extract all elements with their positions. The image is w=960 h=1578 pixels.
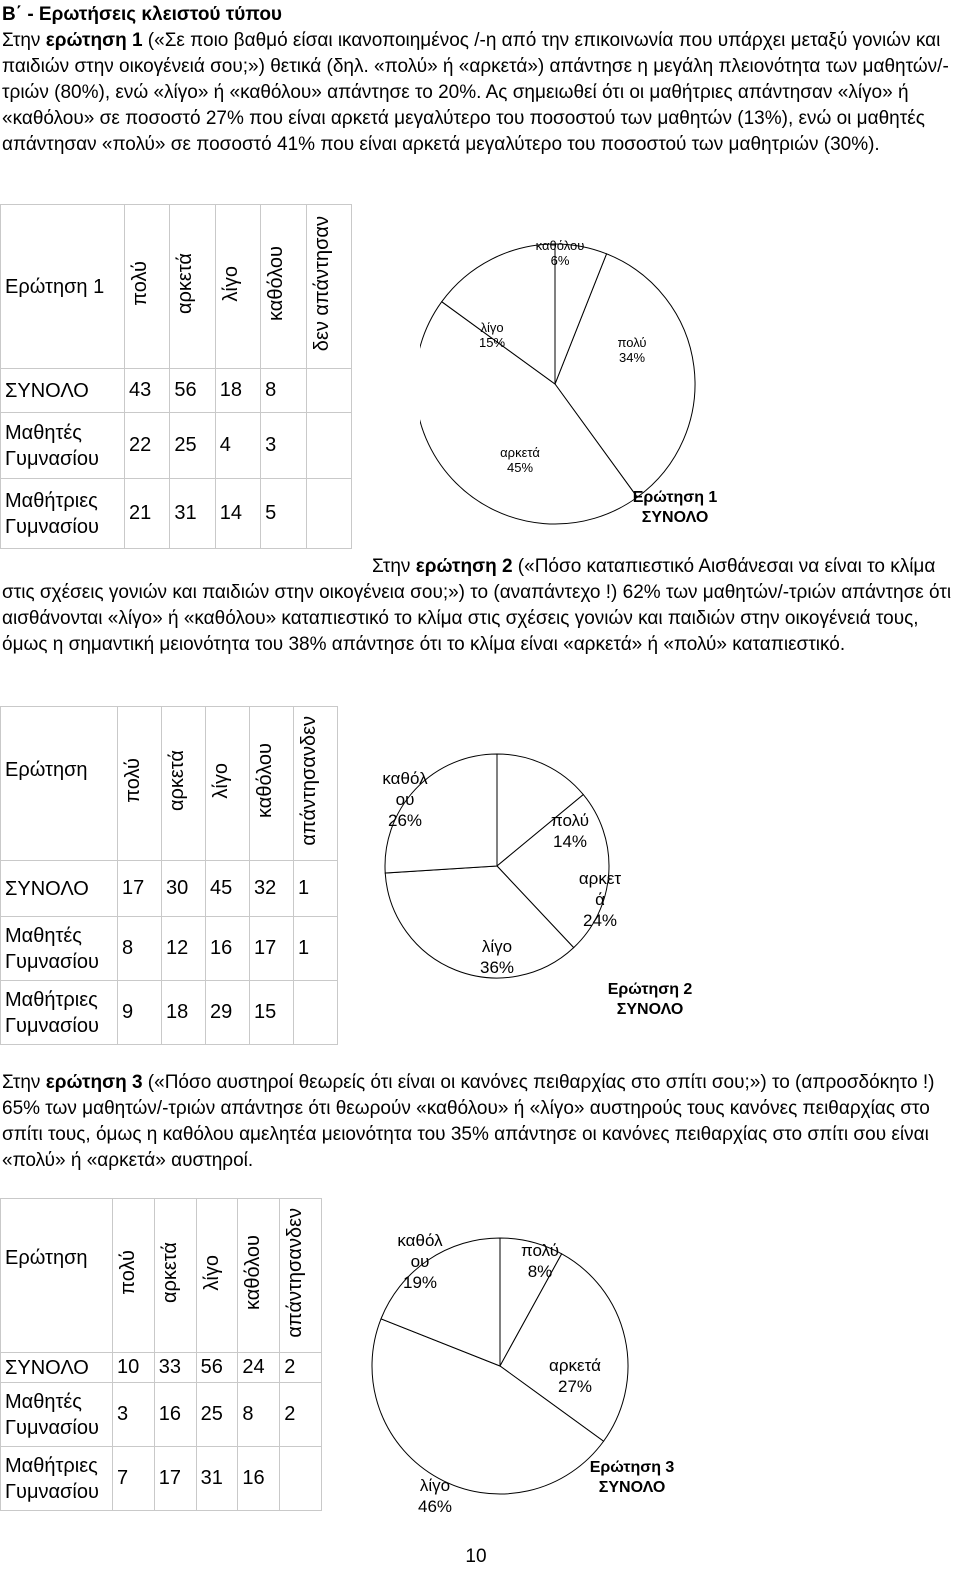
paragraph-3: Στην ερώτηση 3 («Πόσο αυστηροί θεωρείς ότι είναι οι κανόνες πειθαρχίας στο σπίτι σου;») το (απροσδόκητο !) 65% των μαθητών/-τριών απάντησε ότι θεωρούν «καθόλου» ή «λίγο» αυστηρούς τους κανόνες πειθαρχίας στο σπίτι τους, όμως η καθόλου αμελητέα μειονότητα του 35% απάντησε οι κανόνες πειθαρχίας στο σπίτι σου είναι «πολύ» ή «αρκετά» αυστηροί. [2,1072,935,1171]
col-header: καθόλου [250,707,294,861]
question-ref: ερώτηση 1 [45,30,143,51]
col-header: καθόλου [261,205,306,369]
slice-label: καθόλ ου 19% [397,1231,443,1292]
col-header: πολύ [113,1199,155,1353]
col-header: λίγο [215,205,260,369]
table-row: Μαθήτριες Γυμνασίου 21 31 14 5 [1,479,352,549]
table-question-1 [0,204,352,549]
table-row: ΣΥΝΟΛΟ 17 30 45 32 1 [1,861,338,917]
table-row: ΣΥΝΟΛΟ 10 33 56 24 2 [1,1353,322,1383]
table-question-3 [0,1198,322,1511]
slice-label: λίγο 46% [417,1476,453,1516]
slice-label: λίγο 36% [479,937,515,977]
pie-chart-question-3 [360,1216,720,1526]
slice-label: πολύ 14% [550,811,590,851]
table-row: Μαθητές Γυμνασίου 3 16 25 8 2 [1,1383,322,1447]
col-header: αρκετά [162,707,206,861]
chart-title: Ερώτηση 1 ΣΥΝΟΛΟ [632,489,718,526]
slice-label: πολύ 8% [520,1241,560,1281]
table-corner: Ερώτηση [1,1199,113,1353]
slice-label: καθόλ ου 26% [382,769,428,830]
pie-chart-question-2 [360,736,720,1036]
chart-title: Ερώτηση 3 ΣΥΝΟΛΟ [589,1459,675,1496]
col-header: πολύ [118,707,162,861]
table-row: Μαθήτριες Γυμνασίου 7 17 31 16 [1,1447,322,1511]
table-row: Μαθητές Γυμνασίου 8 12 16 17 1 [1,917,338,981]
slice-label: λίγο 15% [478,320,506,350]
slice-label: αρκετ ά 24% [578,869,622,930]
chart-title: Ερώτηση 2 ΣΥΝΟΛΟ [607,981,693,1018]
table-corner: Ερώτηση [1,707,118,861]
pie-chart-question-1 [420,222,740,542]
col-header: αρκετά [154,1199,196,1353]
col-header: δεν απάντησαν [306,205,351,369]
slice-label: αρκετά 27% [549,1356,601,1396]
table-row: ΣΥΝΟΛΟ 43 56 18 8 [1,369,352,413]
paragraph-1: Β΄ - Ερωτήσεις κλειστού τύπου Στην ερώτηση 1 («Σε ποιο βαθμό είσαι ικανοποιημένος /-η από την επικοινωνία που υπάρχει μεταξύ γονιών και παιδιών στην οικογένειά σου;») θετικά (δηλ. «πολύ» ή «αρκετά») απάντησε η μεγάλη πλειονότητα των μαθητών/-τριών (80%), ενώ «λίγο» ή «καθόλου» απάντησε το 20%. Ας σημειωθεί ότι οι μαθήτριες απάντησαν «λίγο» ή «καθόλου» σε ποσοστό 27% που είναι αρκετά μεγαλύτερο του ποσοστού των μαθητών (13%), ενώ οι μαθητές απάντησαν «πολύ» σε ποσοστό 41% που είναι αρκετά μεγαλύτερο του ποσοστού των μαθητριών (30%). [2,2,954,158]
table-row: Μαθήτριες Γυμνασίου 9 18 29 15 [1,981,338,1045]
section-title: Β΄ - Ερωτήσεις κλειστού τύπου [2,4,282,25]
slice-label: καθόλου 6% [535,238,585,268]
table-question-2 [0,706,338,1045]
col-header: απάντησανδεν [294,707,338,861]
question-ref: ερώτηση 3 [45,1072,143,1093]
question-ref: ερώτηση 2 [415,556,513,577]
slice-label: αρκετά 45% [500,445,540,475]
table-row: Μαθητές Γυμνασίου 22 25 4 3 [1,413,352,479]
col-header: λίγο [206,707,250,861]
paragraph-2: Στην ερώτηση 2 («Πόσο καταπιεστικό Αισθάνεσαι να είναι το κλίμα στις σχέσεις γονιών και παιδιών στην οικογένεια σου;») το (αναπάντεχο !) 62% των μαθητών/-τριών απάντησε ότι αισθάνονται «λίγο» ή «καθόλου» καταπιεστικό το κλίμα στις σχέσεις γονιών και παιδιών στην οικογένειά τους, όμως η σημαντική μειονότητα του 38% απάντησε ότι το κλίμα είναι «αρκετά» ή «πολύ» καταπιεστικό. [2,556,952,655]
col-header: λίγο [196,1199,238,1353]
table-corner: Ερώτηση 1 [1,205,125,369]
col-header: πολύ [125,205,170,369]
col-header: καθόλου [238,1199,280,1353]
slice-label: πολύ 34% [617,335,647,365]
page-number: 10 [465,1546,487,1567]
col-header: αρκετά [170,205,215,369]
col-header: απάντησανδεν [280,1199,322,1353]
